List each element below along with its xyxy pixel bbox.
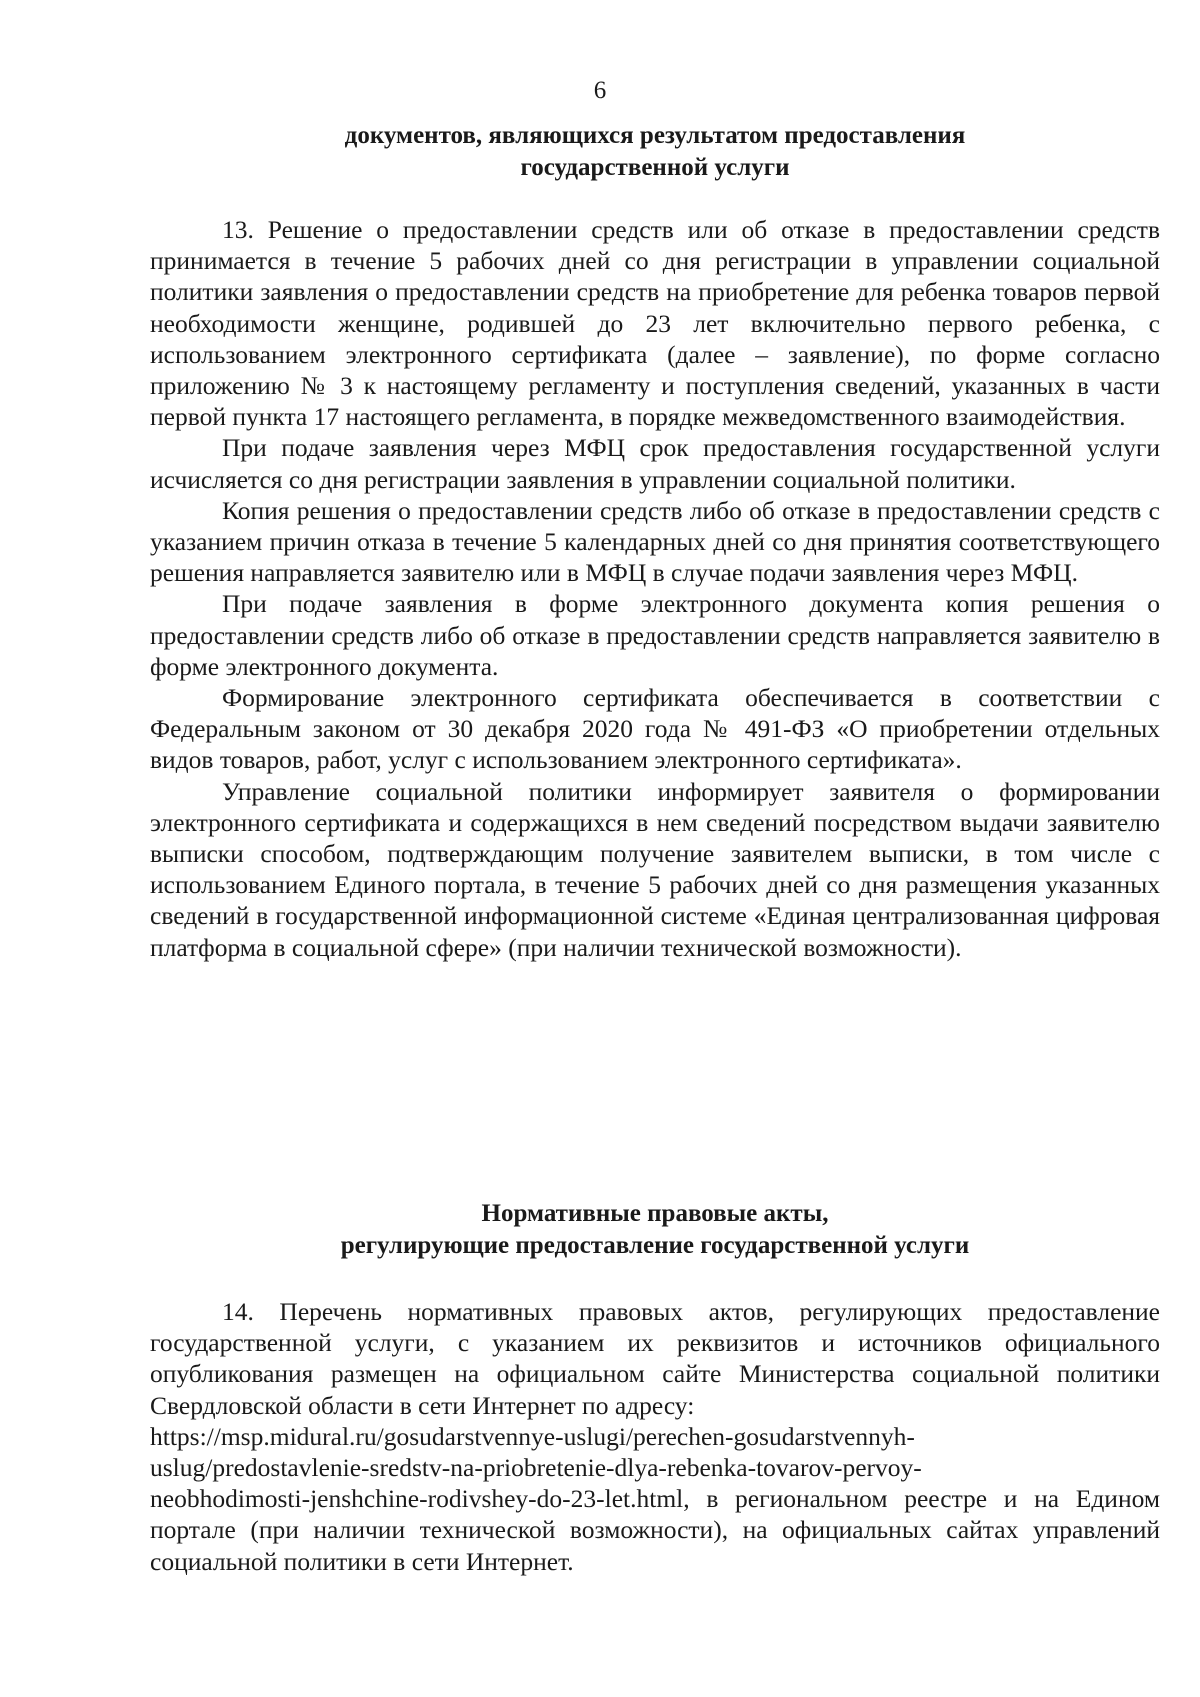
url-line: uslug/predostavlenie-sredstv-na-priobretenie-dlya-rebenka-tovarov-pervoy- — [150, 1453, 922, 1483]
section-body-legal-acts — [150, 1296, 1160, 1577]
paragraph-certificate-notification: Управление социальной политики информирует заявителя о формировании электронного сертификата и содержащихся в нем сведений посредством выдачи заявителю выписки способом, подтверждающим получение заявителем выписки, в том числе с использованием Единого портала, в течение 5 рабочих дней со дня размещения указанных сведений в государственной информационной системе «Единая централизованная цифровая платформа в социальной сфере» (при наличии технической возможности). — [150, 776, 1160, 962]
heading-line: Нормативные правовые акты, — [481, 1200, 829, 1227]
heading-line: документов, являющихся результатом предоставления — [344, 122, 966, 149]
paragraph-mfc-term: При подаче заявления через МФЦ срок предоставления государственной услуги исчисляется со дня регистрации заявления в управлении социальной политики. — [150, 433, 1160, 494]
heading-line: государственной услуги — [520, 154, 790, 181]
paragraph-14 — [150, 1296, 1160, 1577]
heading-line: регулирующие предоставление государственной услуги — [340, 1232, 970, 1259]
paragraph-14-intro: 14. Перечень нормативных правовых актов, регулирующих предоставление государственной услуги, с указанием их реквизитов и источников официального опубликования размещен на официальном сайте Министерства социальной политики Свердловской области в сети Интернет по адресу: — [150, 1297, 1160, 1420]
url-line: https://msp.midural.ru/gosudarstvennye-uslugi/perechen-gosudarstvennyh- — [150, 1421, 915, 1451]
paragraph-decision-copy: Копия решения о предоставлении средств либо об отказе в предоставлении средств с указанием причин отказа в течение 5 календарных дней со дня принятия соответствующего решения направляется заявителю или в МФЦ в случае подачи заявления через МФЦ. — [150, 495, 1160, 588]
section-body-results — [150, 214, 1160, 963]
section-heading-results — [150, 120, 1160, 184]
paragraph-certificate-formation: Формирование электронного сертификата обеспечивается в соответствии с Федеральным законом от 30 декабря 2020 года № 491-ФЗ «О приобретении отдельных видов товаров, работ, услуг с использованием электронного сертификата». — [150, 683, 1160, 775]
paragraph-13: 13. Решение о предоставлении средств или об отказе в предоставлении средств принимается в течение 5 рабочих дней со дня регистрации в управлении социальной политики заявления о предоставлении средств на приобретение для ребенка товаров первой необходимости женщине, родившей до 23 лет включительно первого ребенка, с использованием электронного сертификата (далее – заявление), по форме согласно приложению № 3 к настоящему регламенту и поступления сведений, указанных в части первой пункта 17 настоящего регламента, в порядке межведомственного взаимодействия. — [150, 215, 1160, 432]
url-last-line: neobhodimosti-jenshchine-rodivshey-do-23-let.html, — [150, 1484, 690, 1514]
paragraph-electronic-copy: При подаче заявления в форме электронного документа копия решения о предоставлении средств либо об отказе в предоставлении средств направляется заявителю в форме электронного документа. — [150, 589, 1160, 681]
page-number: 6 — [593, 77, 607, 104]
section-heading-legal-acts — [150, 1198, 1160, 1262]
paragraph-14-outro: в региональном реестре и на Едином портале (при наличии технической возможности), на официальных сайтах управлений социальной политики в сети Интернет. — [150, 1484, 1160, 1576]
